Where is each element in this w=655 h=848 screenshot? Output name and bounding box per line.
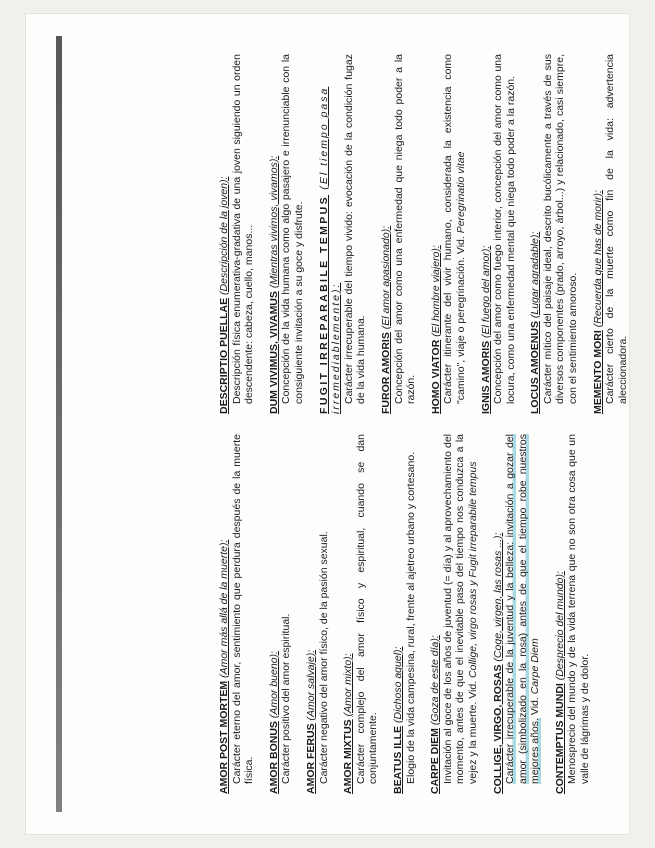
entry-gloss: (Mientras vivimos, vivamos): — [267, 155, 280, 289]
definition-text: Invitación al goce de los años de juventud (= día) y al aprovechamiento del momento, antes de que el inevitable paso del tiempo nos conduzca a la vejez y la muerte. — [441, 434, 479, 784]
entry-term: LOCUS AMOENUS — [529, 321, 542, 414]
entry-definition — [504, 434, 542, 794]
entry-gloss: (Dichoso aquel): — [391, 646, 404, 724]
entry-definition: Elogio de la vida campesina, rural, frente al ajetreo urbano y cortesano. — [404, 451, 417, 784]
entry-gloss: (Amor más allá de la muerte): — [218, 539, 230, 678]
entry-gloss: (Descripción de la joven): — [218, 176, 230, 295]
entry-term: COLLIGE, VIRGO, ROSAS — [491, 664, 504, 794]
entry-locus-amoenus — [529, 54, 579, 414]
entry-term: AMOR MIXTUS — [342, 719, 355, 794]
entry-homo-viator — [430, 54, 468, 414]
entry-definition: Menosprecio del mundo y de la vida terrena que no son otra cosa que un valle de lágrimas y de dolor. — [566, 434, 592, 784]
entry-furor-amoris — [380, 54, 418, 414]
entry-gloss: (Amor mixto): — [342, 653, 355, 717]
entry-term: BEATUS ILLE — [391, 725, 404, 794]
entry-definition: Concepción de la vida humana como algo pasajero e irrenunciable con la consiguiente invitación a su goce y disfrute. — [280, 54, 305, 404]
entry-carpe-diem — [429, 434, 479, 794]
entry-amor-bonus — [268, 434, 293, 794]
entry-definition: Carácter eterno del amor, sentimiento que perdura después de la muerte física. — [230, 434, 256, 784]
document-page — [26, 14, 629, 834]
entry-definition — [442, 434, 480, 794]
entry-amor-ferus — [305, 434, 330, 794]
entry-gloss: (Amor bueno): — [267, 651, 280, 719]
entry-beatus-ille — [392, 434, 417, 794]
entry-gloss: (El tiempo pasa irremediablemente): — [317, 86, 343, 414]
entry-gloss: (El hombre viajero): — [429, 245, 442, 337]
entry-term: CONTEMPTUS MUNDI — [553, 683, 566, 794]
definition-text: Carácter irrecuperable de la juventud y la belleza: invitación a gozar del amor (simbolizado en la rosa) antes de que el tiempo robe nuestros mejores años. — [504, 434, 542, 784]
entry-definition — [442, 54, 467, 414]
entry-term: MEMENTO MORI — [591, 330, 604, 414]
see-reference: Peregrinatio vitae — [454, 151, 467, 234]
entry-gloss: (Recuerda que has de morir): — [591, 190, 604, 328]
entry-definition: Descripción física enumerativa-gradativa de una joven siguiendo un orden descendente: cabeza, cuello, manos... — [230, 54, 256, 404]
entry-definition: Carácter positivo del amor espiritual. — [280, 613, 293, 784]
see-prefix: Vid. — [454, 236, 467, 255]
see-prefix: Vid. — [466, 680, 479, 699]
entry-term: AMOR POST MORTEM — [218, 680, 230, 794]
entry-term: DUM VIVIMUS, VIVAMUS — [267, 291, 280, 414]
entry-descriptio-puellae — [218, 54, 256, 414]
entry-definition: Concepción del amor como una enfermedad que niega todo poder a la razón. — [392, 54, 418, 404]
rotated-content — [26, 14, 629, 834]
entry-gloss: (Lugar agradable): — [529, 231, 542, 319]
right-column — [122, 54, 629, 414]
entry-gloss: (Coge, virgen, las rosas ...): — [491, 532, 504, 662]
entry-definition: Carácter mítico del paisaje ideal, descrito bucólicamente a través de sus diversos componentes (prado, arroyo, árbol...) y relacionado, casi siempre, con el sentimiento amoroso. — [541, 54, 580, 404]
entry-gloss: (Goza de este día): — [429, 635, 442, 726]
entry-term: AMOR BONUS — [267, 721, 280, 794]
entry-definition: Carácter complejo del amor físico y espiritual, cuando se dan conjuntamente. — [354, 434, 380, 784]
entry-term: CARPE DIEM — [429, 728, 442, 794]
entry-definition: Carácter irrecuperable del tiempo vivido: evocación de la condición fugaz de la vida humana. — [342, 54, 368, 404]
entry-gloss: (Amor salvaje): — [304, 649, 317, 721]
entry-amor-mixtus — [342, 434, 380, 794]
entry-definition: Concepción del amor como fuego interior, concepción del amor como una locura, como una enfermedad mental que niega todo poder a la razón. — [492, 54, 517, 404]
see-prefix: Vid. — [529, 697, 542, 716]
entry-collige-virgo-rosas — [492, 434, 542, 794]
entry-memento-mori — [592, 54, 630, 414]
entry-term: AMOR FERUS — [304, 723, 317, 794]
entry-term: DESCRIPTIO PUELLAE — [218, 297, 230, 414]
entry-term: FUGIT IRREPARABILE TEMPUS — [317, 194, 330, 414]
entry-ignis-amoris — [480, 54, 518, 414]
see-reference: Collige, virgo rosas y Fugit irreparabile tempus — [466, 461, 479, 678]
entry-definition: Carácter cierto de la muerte como fin de la vida: advertencia aleccionadora. — [604, 54, 629, 404]
entry-contemptus-mundi — [554, 434, 592, 794]
entry-definition: Carácter negativo del amor físico, de la pasión sexual. — [317, 531, 330, 784]
entry-gloss: (El fuego del amor): — [479, 245, 492, 338]
entry-term: HOMO VIATOR — [429, 339, 442, 414]
entry-dum-vivimus-vivamus — [268, 54, 306, 414]
left-column — [122, 434, 629, 794]
entry-amor-post-mortem — [218, 434, 256, 794]
see-reference: Carpe Diem — [529, 638, 542, 695]
entry-gloss: (El amor apasionado): — [379, 225, 392, 330]
definition-text: Carácter itinerante del vivir humano, considerada la existencia como "camino", viaje o peregrinación. — [442, 54, 467, 404]
entry-fugit-irreparabile-tempus — [318, 54, 368, 414]
entry-gloss: (Desprecio del mundo): — [553, 571, 566, 681]
entry-term: IGNIS AMORIS — [479, 340, 492, 414]
entry-term: FUROR AMORIS — [379, 332, 392, 414]
